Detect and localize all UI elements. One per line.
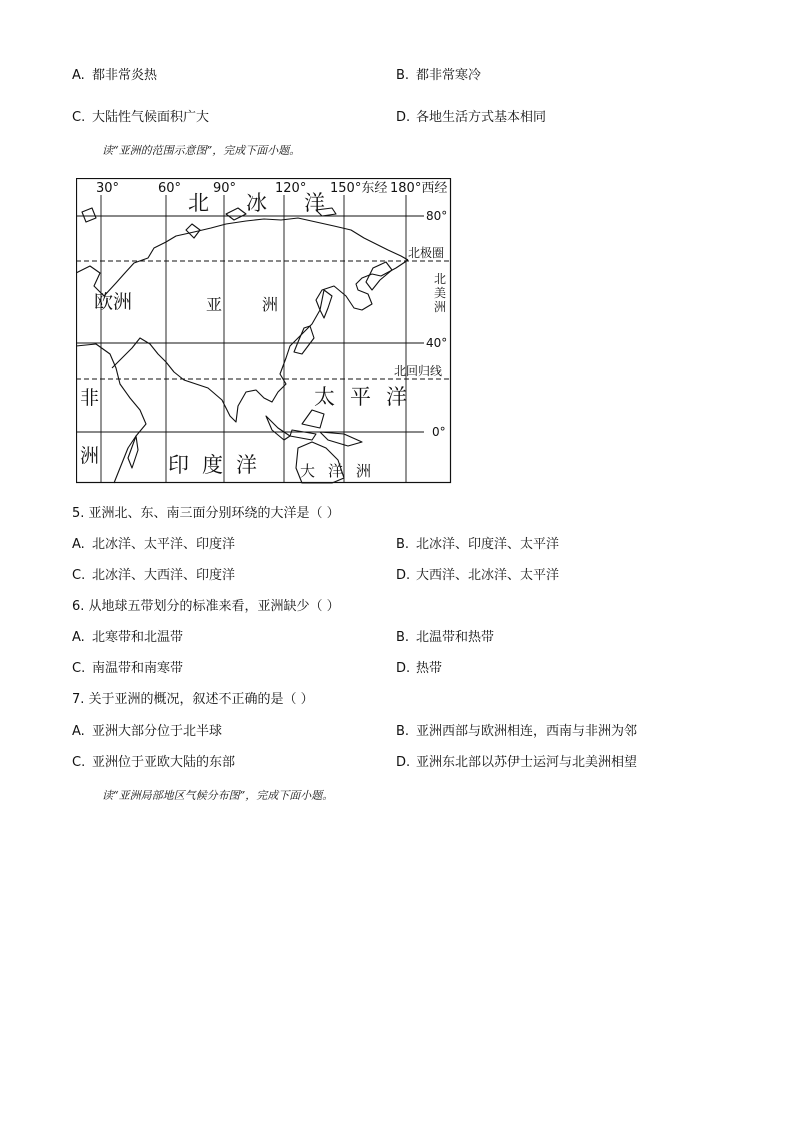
option-text: 北寒带和北温带	[92, 630, 184, 645]
option-key: A.	[72, 630, 85, 645]
option-text: 北冰洋、太平洋、印度洋	[92, 537, 236, 552]
q4-option-b	[396, 68, 481, 84]
option-text: 大西洋、北冰洋、太平洋	[416, 568, 560, 583]
q6-option-d	[396, 661, 442, 677]
option-text: 亚洲东北部以苏伊士运河与北美洲相望	[416, 755, 638, 770]
option-text: 北温带和热带	[416, 630, 495, 645]
oceania-char: 洲	[356, 462, 372, 480]
africa-char: 非	[80, 387, 100, 409]
q5-stem: 5. 亚洲北、东、南三面分别环绕的大洋是（ ）	[72, 506, 340, 521]
arctic-ocean-label	[188, 191, 325, 215]
pacific-ocean-label	[314, 385, 407, 409]
q5-option-b	[396, 537, 559, 553]
option-key: C.	[72, 661, 86, 676]
intro-asia-map: 读“亚洲的范围示意图”，完成下面小题。	[102, 144, 301, 157]
option-text: 亚洲位于亚欧大陆的东部	[92, 755, 236, 770]
indian-char: 印	[168, 453, 189, 477]
option-text: 都非常寒冷	[416, 68, 482, 83]
lon-label: 60°	[158, 181, 182, 196]
oceania-char: 大	[300, 462, 316, 480]
q7-option-c	[72, 755, 235, 771]
pacific-char: 平	[350, 385, 371, 409]
option-key: B.	[396, 68, 410, 83]
option-key: A.	[72, 537, 85, 552]
option-text: 北冰洋、印度洋、太平洋	[416, 537, 560, 552]
asia-char: 洲	[262, 295, 279, 314]
tropic-of-cancer-label: 北回归线	[394, 364, 443, 378]
option-key: B.	[396, 630, 410, 645]
q4-option-a	[72, 68, 157, 84]
option-key: A.	[72, 724, 85, 739]
option-key: D.	[396, 755, 411, 770]
option-key: A.	[72, 68, 85, 83]
q6-option-a	[72, 630, 183, 646]
lon-label: 90°	[213, 181, 237, 196]
oceania-label	[300, 462, 371, 480]
option-text: 亚洲大部分位于北半球	[92, 724, 223, 739]
option-key: C.	[72, 568, 86, 583]
option-text: 大陆性气候面积广大	[92, 110, 210, 125]
intro-climate-map: 读“亚洲局部地区气候分布图”，完成下面小题。	[102, 789, 334, 802]
option-text: 都非常炎热	[92, 68, 158, 83]
pacific-char: 太	[314, 385, 335, 409]
option-key: B.	[396, 537, 410, 552]
north-america-label	[434, 272, 446, 314]
option-key: D.	[396, 568, 411, 583]
lat-label: 0°	[432, 425, 446, 439]
lon-label: 180°西经	[390, 181, 448, 196]
option-key: C.	[72, 755, 86, 770]
q4-option-d	[396, 110, 546, 126]
option-text: 亚洲西部与欧洲相连，西南与非洲为邻	[416, 724, 638, 739]
north-america-char: 北	[434, 272, 447, 286]
map-frame	[77, 179, 451, 483]
north-america-char: 美	[434, 286, 447, 300]
asia-range-map	[76, 178, 452, 484]
option-key: D.	[396, 661, 411, 676]
option-text: 各地生活方式基本相同	[416, 110, 547, 125]
q5-option-d	[396, 568, 559, 584]
oceania-char: 洋	[328, 462, 344, 480]
indian-char: 度	[202, 453, 223, 477]
indian-ocean-label	[168, 453, 257, 477]
q5-option-c	[72, 568, 235, 584]
q4-option-c	[72, 110, 209, 126]
arctic-circle-label: 北极圈	[408, 246, 445, 260]
pacific-char: 洋	[386, 385, 407, 409]
option-key: C.	[72, 110, 86, 125]
option-key: B.	[396, 724, 410, 739]
arctic-ocean-char: 北	[188, 191, 209, 215]
lon-label: 30°	[96, 181, 120, 196]
q6-option-c	[72, 661, 183, 677]
q7-stem: 7. 关于亚洲的概况，叙述不正确的是（ ）	[72, 692, 314, 707]
lon-label: 120°	[275, 181, 307, 196]
q6-stem: 6. 从地球五带划分的标准来看，亚洲缺少（ ）	[72, 599, 340, 614]
lat-label: 80°	[426, 209, 448, 223]
q7-option-d	[396, 755, 637, 771]
lat-label: 40°	[426, 336, 448, 350]
africa-char: 洲	[80, 445, 100, 467]
arctic-ocean-char: 冰	[246, 191, 267, 215]
q7-option-b	[396, 724, 637, 740]
option-text: 热带	[416, 661, 443, 676]
q6-option-b	[396, 630, 494, 646]
option-key: D.	[396, 110, 411, 125]
q5-option-a	[72, 537, 235, 553]
option-text: 北冰洋、大西洋、印度洋	[92, 568, 236, 583]
lon-label: 150°东经	[330, 181, 388, 196]
europe-label: 欧洲	[94, 291, 133, 313]
north-america-char: 洲	[434, 300, 447, 314]
option-text: 南温带和南寒带	[92, 661, 184, 676]
asia-char: 亚	[206, 295, 223, 314]
q7-option-a	[72, 724, 222, 740]
arctic-ocean-char: 洋	[304, 191, 325, 215]
indian-char: 洋	[236, 453, 257, 477]
